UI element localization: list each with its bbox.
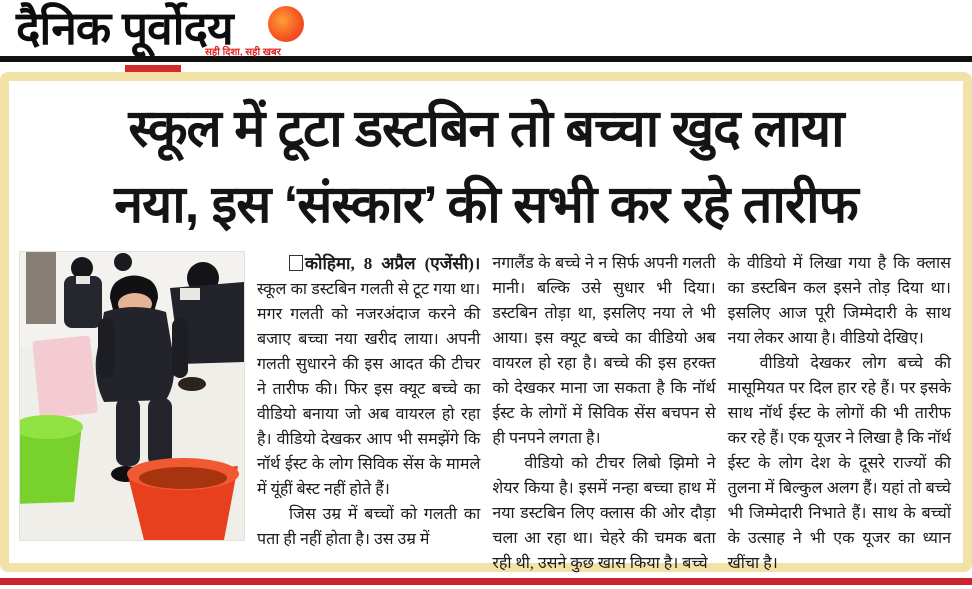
headline-line-2: नया, इस ‘संस्कार’ की सभी कर रहे तारीफ xyxy=(114,176,858,234)
sun-icon xyxy=(268,6,304,42)
paragraph: के वीडियो में लिखा गया है कि क्लास का डस्टबिन कल इसने तोड़ दिया था। इसलिए आज पूरी जिम्मेदारी के साथ नया लेकर आया है। वीडियो देखिए। xyxy=(727,255,951,347)
masthead-ribbon xyxy=(125,65,181,72)
newspaper-logo: दैनिक पूर्वोदय xyxy=(16,2,233,54)
dateline-box-icon xyxy=(289,255,303,271)
footer-rule xyxy=(0,578,972,585)
article-column-2 xyxy=(492,251,715,576)
masthead-tagline: सही दिशा, सही खबर xyxy=(205,47,281,58)
paragraph-text: स्कूल का डस्टबिन गलती से टूट गया था। मगर गलती को नजरअंदाज करने की बजाए बच्चा नया खरीद लाया। अपनी गलती सुधारने की इस आदत की टीचर ने तारीफ की। फिर इस क्यूट बच्चे का वीडियो बनाया जो अब वायरल हो रहा है। वीडियो देखकर आप भी समझेंगे कि नॉर्थ ईस्ट के लोग सिविक सेंस के मामले में यूंहीं बेस्ट नहीं होते हैं। xyxy=(257,281,481,498)
photo-illustration xyxy=(20,252,244,540)
article-photo xyxy=(19,251,245,541)
paragraph xyxy=(257,251,480,502)
paragraph: नगालैंड के बच्चे ने न सिर्फ अपनी गलती मानी। बल्कि उसे सुधार भी दिया। डस्टबिन तोड़ा था, इसलिए नया ले भी आया। इस क्यूट बच्चे का वीडियो अब वायरल हो रहा है। बच्चे की इस हरक्त को देखकर माना जा सकता है कि नॉर्थ ईस्ट के लोगों में सिविक सेंस बचपन से ही पनपने लगता है। xyxy=(492,255,716,447)
article-body xyxy=(9,243,963,576)
paragraph: वीडियो देखकर लोग बच्चे की मासूमियत पर दिल हार रहे हैं। पर इसके साथ नॉर्थ ईस्ट के लोगों की भी तारीफ कर रहे हैं। एक यूजर ने लिखा है कि नॉर्थ ईस्ट के लोग देश के दूसरे राज्यों की तुलना में बिल्कुल अलग हैं। यहां तो बच्चे भी जिम्मेदारी निभाते हैं। साथ के बच्चों के उत्साह ने भी एक यूजर का ध्यान खींचा है। xyxy=(727,355,951,572)
paragraph: जिस उम्र में बच्चों को गलती का पता ही नहीं होता है। उस उम्र में xyxy=(257,506,481,548)
headline-line-1: स्कूल में टूटा डस्टबिन तो बच्चा खुद लाया xyxy=(128,100,844,158)
article-column-1 xyxy=(257,251,480,576)
dateline: कोहिमा, 8 अप्रैल (एजेंसी)। xyxy=(305,254,481,273)
article-headline xyxy=(17,91,955,243)
article-column-3 xyxy=(728,251,951,576)
article-frame xyxy=(0,72,972,572)
masthead xyxy=(0,0,972,64)
paragraph: वीडियो को टीचर लिबो झिमो ने शेयर किया है। इसमें नन्हा बच्चा हाथ में नया डस्टबिन लिए क्लास की ओर दौड़ा चला आ रहा था। चेहरे की चमक बता रही थी, उसने कुछ खास किया है। बच्चे xyxy=(492,455,716,572)
